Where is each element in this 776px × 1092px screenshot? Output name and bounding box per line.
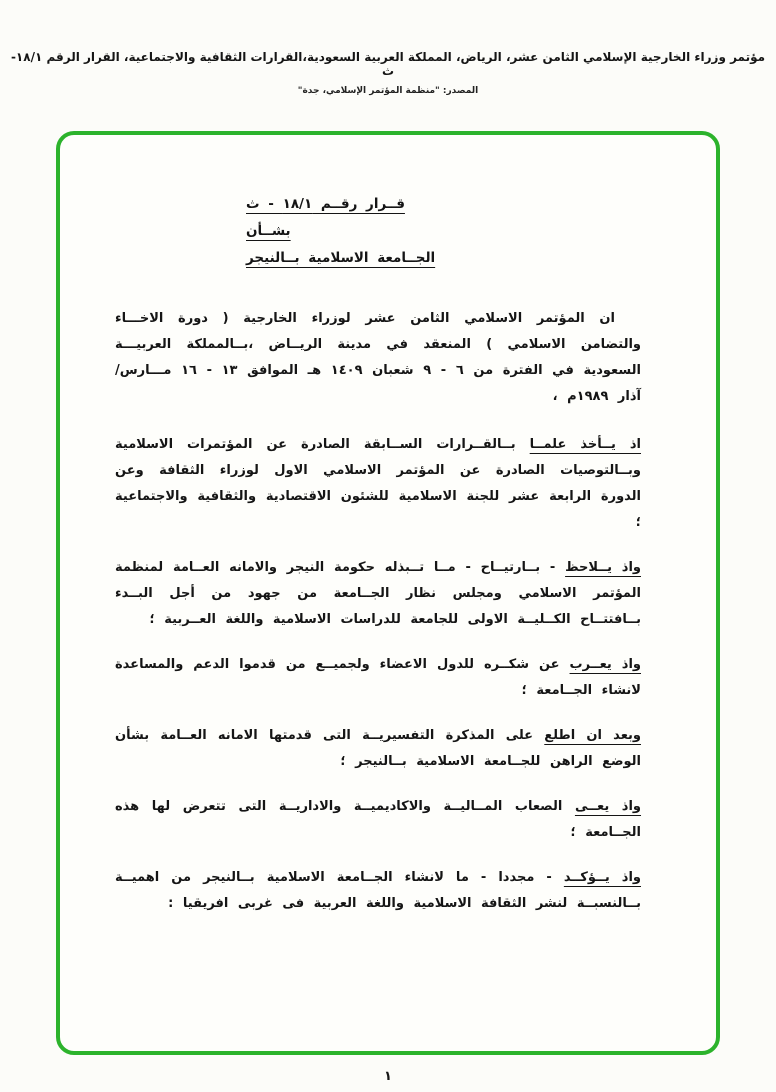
paragraph-notes-with-satisfaction [115,555,641,633]
header-title: مؤتمر وزراء الخارجية الإسلامي الثامن عشر، الرياض، المملكة العربية السعودية،القرارات الثقافية والاجتماعية، القرار الرقم ١٨/١-ث [10,50,766,78]
resolution-body [60,306,716,917]
paragraph-aware-of-difficulties [115,794,641,846]
resolution-number: قــرار رقــم ١٨/١ - ث [246,196,405,212]
paragraph-expresses-thanks [115,652,641,704]
paragraph-lead: واذ يعــرب [569,657,641,672]
paragraph-text: بــالقــرارات الســابقة الصادرة عن المؤتمرات الاسلامية وبــالتوصيات الصادرة عن المؤتمر الاسلامي الاول لوزراء الثقافة وعن الدورة الرابعة عشر للجنة الاسلامية للشئون الاقتصادية والثقافية والاجتماعية ؛ [115,437,641,530]
intro-paragraph: ان المؤتمر الاسلامي الثامن عشر لوزراء الخارجية ( دورة الاخـــاء والتضامن الاسلامي ) المنعقد في مدينة الريــاض ،بــالمملكة العربيـــة السعودية في الفترة من ٦ - ٩ شعبان ١٤٠٩ هـ الموافق ١٣ - ١٦ مـــارس/ آذار ١٩٨٩م ، [115,311,641,404]
paragraph-takes-note [115,432,641,536]
paragraph-text: - بــارتيــاح - مــا تــبذله حكومة النيجر والامانه العــامة لمنظمة المؤتمر الاسلامي ومجلس نظار الجــامعة من جهود من أجل البــدء بــافتتــاح الكــليــة الاولى للجامعة للدراسات الاسلامية واللغة العــربية ؛ [115,560,641,627]
page-number: ١ [384,1069,392,1084]
paragraph-text: - مجددا - ما لانشاء الجــامعة الاسلامية بــالنيجر من اهميــة بــالنسبــة لنشر الثقافة الاسلامية واللغة العربية فى غربى افريقيا : [115,870,641,911]
paragraph-lead: واذ يعــى [574,799,642,814]
header-source: المصدر: "منظمة المؤتمر الإسلامي، جدة" [297,86,479,96]
paragraph-text: عن شكــره للدول الاعضاء ولجميــع من قدموا الدعم والمساعدة لانشاء الجــامعة ؛ [115,657,641,698]
paragraph-lead: واذ يــلاحظ [565,560,641,575]
document-header [0,0,776,96]
paragraph-lead: اذ يــأخذ علمــا [529,437,641,452]
resolution-subject: الجــامعة الاسلامية بــالنيجر [246,250,436,266]
document-frame [56,131,720,1055]
paragraph-lead: وبعد ان اطلع [544,728,641,743]
paragraph-having-reviewed [115,723,641,775]
paragraph-text: الصعاب المــاليــة والاكاديميــة والاداريــة التى تتعرض لها هذه الجــامعة ؛ [115,799,641,840]
paragraph-lead: واذ يــؤكــد [563,870,641,885]
paragraph-text: على المذكرة التفسيريــة التى قدمتها الامانه العــامة بشأن الوضع الراهن للجــامعة الاسلامية بــالنيجر ؛ [115,728,641,769]
resolution-subject-label: بشــأن [246,223,291,239]
paragraph-reaffirms [115,865,641,917]
resolution-title-block [60,191,716,272]
